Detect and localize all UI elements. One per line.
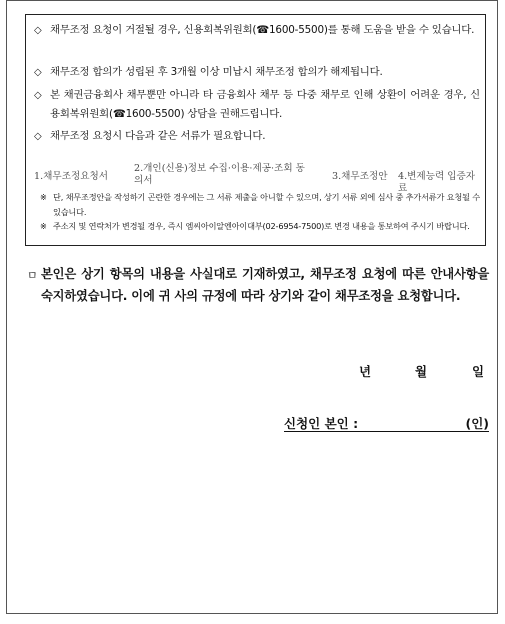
diamond-icon: ◇ — [34, 131, 42, 142]
signature-line[interactable] — [284, 414, 489, 432]
notice-text: 채무조정 요청이 거절될 경우, 신용회복위원회(☎1600-5500)를 통해 도움을 받을 수 있습니다. — [50, 24, 475, 36]
date-day: 일 — [472, 364, 485, 379]
diamond-icon: ◇ — [34, 90, 42, 101]
signature-label: 신청인 본인 : — [284, 416, 359, 431]
document-item: 3.채무조정안 — [332, 171, 388, 182]
date-year: 년 — [359, 364, 372, 379]
notice-item — [34, 86, 480, 124]
notice-item — [34, 127, 480, 146]
footnote-text: 단, 채무조정안을 작성하기 곤란한 경우에는 그 서류 제출을 아니할 수 있으며, 상기 서류 외에 심사 중 추가서류가 요청될 수 있습니다. — [53, 192, 480, 217]
notice-item — [34, 63, 480, 82]
reference-mark-icon: ※ — [40, 192, 47, 202]
diamond-icon: ◇ — [34, 25, 42, 36]
document-item: 1.채무조정요청서 — [34, 171, 109, 182]
declaration-text: 본인은 상기 항목의 내용을 사실대로 기재하였고, 채무조정 요청에 따른 안내사항을 숙지하였습니다. 이에 귀 사의 규정에 따라 상기와 같이 채무조정을 요청합니다. — [41, 267, 489, 303]
notice-text: 채무조정 요청시 다음과 같은 서류가 필요합니다. — [50, 130, 266, 142]
date-month: 월 — [415, 364, 428, 379]
notice-text: 본 채권금융회사 채무뿐만 아니라 타 금융회사 채무 등 다중 채무로 인해 상환이 어려운 경우, 신용회복위원회(☎1600-5500) 상담을 권해드립니다. — [50, 89, 480, 120]
seal-mark: (인) — [465, 416, 489, 431]
notice-text: 채무조정 합의가 성립된 후 3개월 이상 미납시 채무조정 합의가 해제됩니다. — [50, 66, 383, 78]
form-page — [6, 0, 498, 614]
notice-box — [25, 14, 486, 246]
square-bullet-icon: ㅁ — [27, 269, 38, 282]
declaration — [27, 264, 489, 307]
footnote — [40, 219, 480, 234]
document-item: 4.변제능력 입증자료 — [398, 171, 476, 194]
footnote — [40, 190, 480, 220]
diamond-icon: ◇ — [34, 67, 42, 78]
notice-item — [34, 21, 480, 40]
footnote-text: 주소지 및 연락처가 변경될 경우, 즉시 엠씨아이알엔아이대부(02-6954-7500)로 변경 내용을 통보하여 주시기 바랍니다. — [53, 221, 470, 231]
reference-mark-icon: ※ — [40, 221, 47, 231]
document-item: 2.개인(신용)정보 수집·이용·제공·조회 동의서 — [134, 163, 305, 186]
